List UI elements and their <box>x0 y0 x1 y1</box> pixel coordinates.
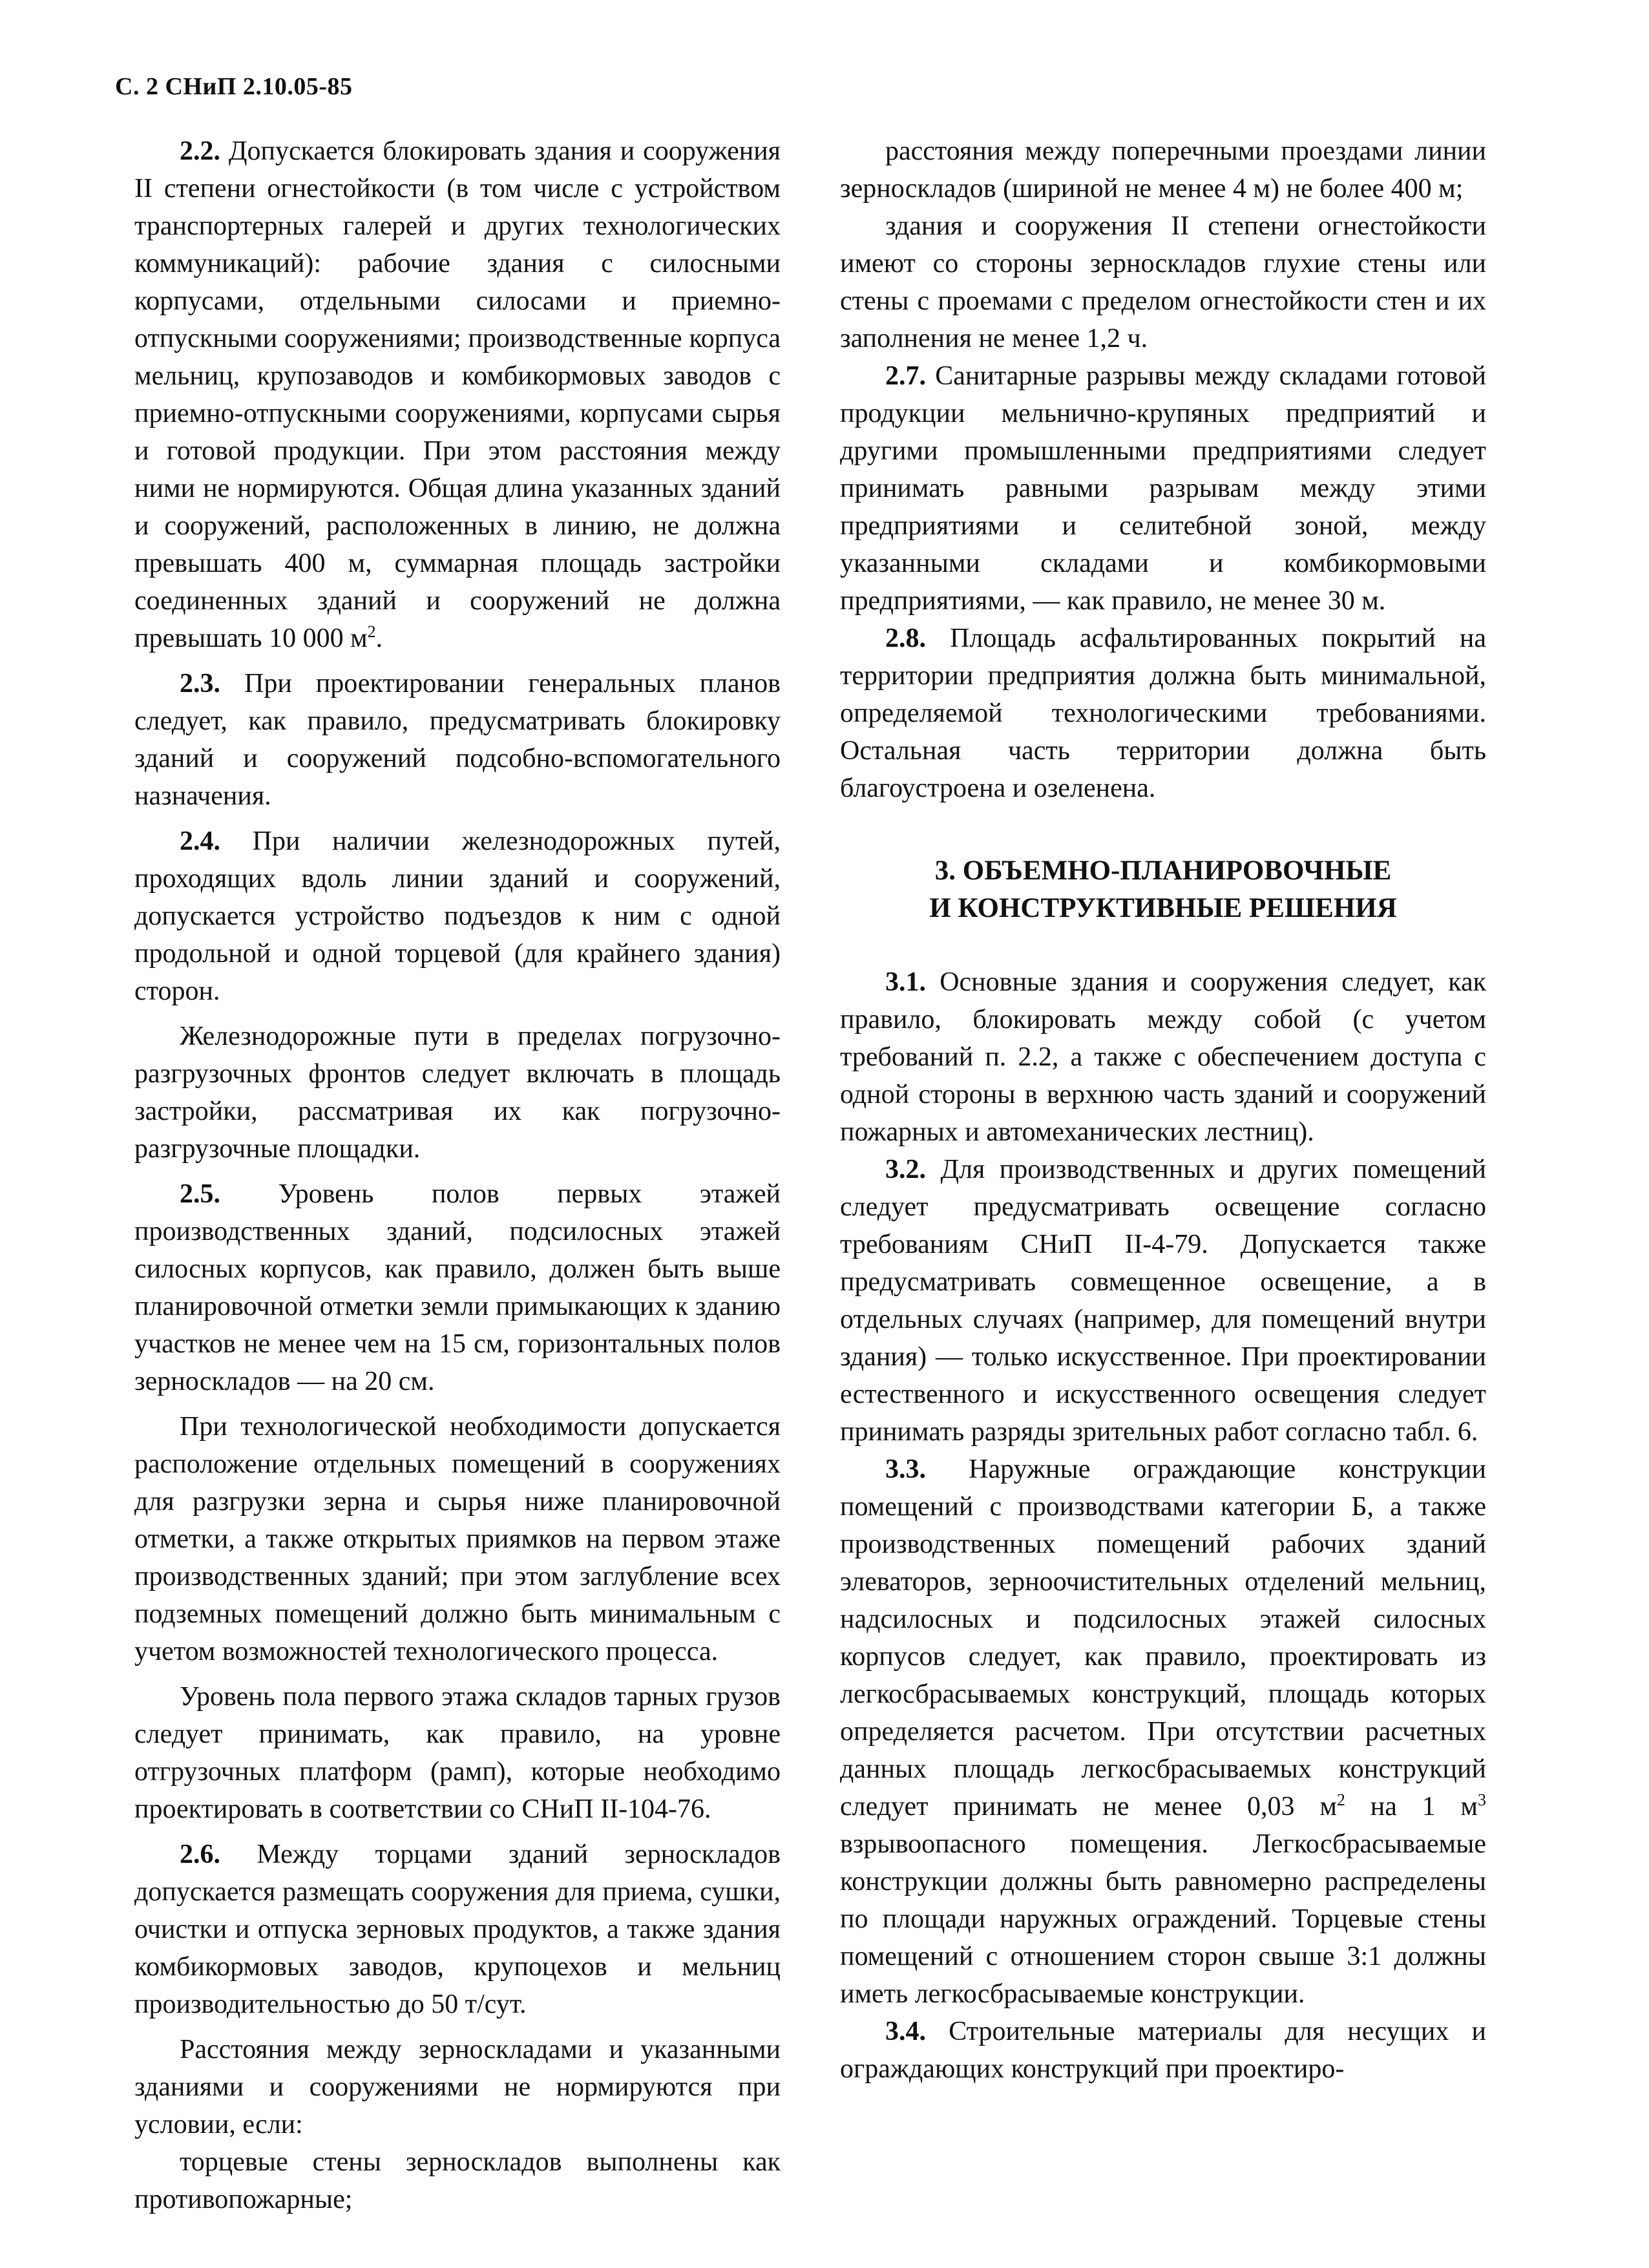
paragraph-text: Уровень пола первого этажа складов тарных грузов следует принимать, как правило, на уровне отгрузочных платформ (рамп), которые необходимо проектировать в соответствии со СНиП II-104-76. <box>134 1682 781 1824</box>
paragraph-text: Уровень полов первых этажей производственных зданий, подсилосных этажей силосных корпусов, как правило, должен быть выше планировочной отметки земли примыкающих к зданию участков не менее чем на 15 см, горизонтальных полов зерноскладов — на 20 см. <box>134 1179 781 1396</box>
paragraph-3-4 <box>840 2013 1486 2088</box>
clause-number: 2.7. <box>885 361 926 391</box>
paragraph-text: Расстояния между зерноскладами и указанными зданиями и сооружениями не нормируются при условии, если: <box>134 2035 781 2139</box>
superscript: 3 <box>1478 1790 1487 1809</box>
paragraph-text: При наличии железнодорожных путей, проходящих вдоль линии зданий и сооружений, допускается устройство подъездов к ним с одной продольной и одной торцевой (для крайнего здания) сторон. <box>134 826 781 1006</box>
superscript: 2 <box>1336 1790 1345 1809</box>
clause-number: 3.2. <box>885 1155 926 1184</box>
paragraph-text: Между торцами зданий зерноскладов допускается размещать сооружения для приема, сушки, очистки и отпуска зерновых продуктов, а также здания комбикормовых заводов, крупоцехов и мельниц производительностью до 50 т/сут. <box>134 1840 781 2019</box>
left-column <box>134 132 781 2218</box>
paragraph-2-8 <box>840 620 1486 807</box>
paragraph-2-5-tech <box>134 1408 781 1670</box>
paragraph-2-7 <box>840 357 1486 620</box>
paragraph-2-4-rails <box>134 1018 781 1168</box>
paragraph-2-6-fire <box>840 207 1486 357</box>
paragraph-2-6-walls <box>134 2143 781 2218</box>
superscript: 2 <box>367 622 376 641</box>
paragraph-2-6-distances <box>134 2031 781 2143</box>
paragraph-text: Наружные ограждающие конструкции помещений с производствами категории Б, а также производственных помещений рабочих зданий элеваторов, зерноочистительных отделений мельниц, надсилосных и подсилосных этажей силосных корпусов следует, как правило, проектировать из легкосбрасываемых конструкций, площадь которых определяется расчетом. При отсутствии расчетных данных площадь легкосбрасываемых конструкций следует принимать не менее 0,03 м <box>840 1454 1486 1822</box>
paragraph-text: на 1 м <box>1345 1792 1478 1822</box>
clause-number: 2.4. <box>180 826 220 856</box>
paragraph-3-3 <box>840 1451 1486 2013</box>
paragraph-tail: . <box>375 624 383 653</box>
paragraph-text: расстояния между поперечными проездами линии зерноскладов (шириной не менее 4 м) не более 400 м; <box>840 136 1486 204</box>
paragraph-2-2 <box>134 132 781 657</box>
page-header: С. 2 СНиП 2.10.05-85 <box>115 73 353 100</box>
section-title-line: 3. ОБЪЕМНО-ПЛАНИРОВОЧНЫЕ <box>934 856 1392 886</box>
paragraph-3-2 <box>840 1151 1486 1451</box>
section-3-title <box>840 852 1486 927</box>
paragraph-text: Строительные материалы для несущих и ограждающих конструкций при проектиро- <box>840 2017 1487 2084</box>
clause-number: 3.3. <box>885 1454 926 1484</box>
paragraph-text: здания и сооружения II степени огнестойкости имеют со стороны зерноскладов глухие стены или стены с проемами с пределом огнестойкости стен и их заполнения не менее 1,2 ч. <box>840 211 1486 353</box>
paragraph-text: Допускается блокировать здания и сооружения II степени огнестойкости (в том числе с устройством транспортерных галерей и других технологических коммуникаций): рабочие здания с силосными корпусами, отдельными силосами и приемно-отпускными сооружениями; производственные корпуса мельниц, крупозаводов и комбикормовых заводов с приемно-отпускными сооружениями, корпусами сырья и готовой продукции. При этом расстояния между ними не нормируются. Общая длина указанных зданий и сооружений, расположенных в линию, не должна превышать 400 м, суммарная площадь застройки соединенных зданий и сооружений не должна превышать 10 000 м <box>134 136 781 653</box>
clause-number: 3.4. <box>885 2017 926 2046</box>
paragraph-2-4 <box>134 823 781 1010</box>
paragraph-text: При проектировании генеральных планов следует, как правило, предусматривать блокировку зданий и сооружений подсобно-вспомогательного назначения. <box>134 669 781 811</box>
clause-number: 3.1. <box>885 967 926 997</box>
section-title-line: И КОНСТРУКТИВНЫЕ РЕШЕНИЯ <box>929 893 1397 923</box>
paragraph-text: При технологической необходимости допускается расположение отдельных помещений в сооружениях для разгрузки зерна и сырья ниже планировочной отметки, а также открытых приямков на первом этаже производственных зданий; при этом заглубление всех подземных помещений должно быть минимальным с учетом возможностей технологического процесса. <box>134 1412 781 1666</box>
paragraph-text: взрывоопасного помещения. Легкосбрасываемые конструкции должны быть равномерно распределены по площади наружных ограждений. Торцевые стены помещений с отношением сторон свыше 3:1 должны иметь легкосбрасываемые конструкции. <box>840 1829 1486 2009</box>
clause-number: 2.3. <box>180 669 220 698</box>
paragraph-text: Основные здания и сооружения следует, как правило, блокировать между собой (с учетом требований п. 2.2, а также с обеспечением доступа с одной стороны в верхнюю часть зданий и сооружений пожарных и автомеханических лестниц). <box>840 967 1486 1147</box>
paragraph-2-5 <box>134 1175 781 1400</box>
clause-number: 2.2. <box>180 136 220 166</box>
paragraph-text: Площадь асфальтированных покрытий на территории предприятия должна быть минимальной, определяемой технологическими требованиями. Остальная часть территории должна быть благоустроена и озеленена. <box>840 624 1487 803</box>
paragraph-2-6-crossings <box>840 132 1486 207</box>
paragraph-text: торцевые стены зерноскладов выполнены как противопожарные; <box>134 2147 781 2214</box>
paragraph-3-1 <box>840 963 1486 1151</box>
paragraph-2-3 <box>134 665 781 815</box>
paragraph-2-5-floor <box>134 1678 781 1828</box>
paragraph-2-6 <box>134 1836 781 2023</box>
paragraph-text: Санитарные разрывы между складами готовой продукции мельнично-крупяных предприятий и другими промышленными предприятиями следует принимать равными разрывам между этими предприятиями и селитебной зоной, между указанными складами и комбикормовыми предприятиями, — как правило, не менее 30 м. <box>840 361 1487 616</box>
right-column <box>840 132 1486 2088</box>
paragraph-text: Железнодорожные пути в пределах погрузочно-разгрузочных фронтов следует включать в площадь застройки, рассматривая их как погрузочно-разгрузочные площадки. <box>134 1022 781 1164</box>
clause-number: 2.8. <box>885 624 926 653</box>
paragraph-text: Для производственных и других помещений следует предусматривать освещение согласно требованиям СНиП II-4-79. Допускается также предусматривать совмещенное освещение, а в отдельных случаях (например, для помещений внутри здания) — только искусственное. При проектировании естественного и искусственного освещения следует принимать разряды зрительных работ согласно табл. 6. <box>840 1155 1487 1447</box>
clause-number: 2.6. <box>180 1840 220 1869</box>
clause-number: 2.5. <box>180 1179 220 1209</box>
